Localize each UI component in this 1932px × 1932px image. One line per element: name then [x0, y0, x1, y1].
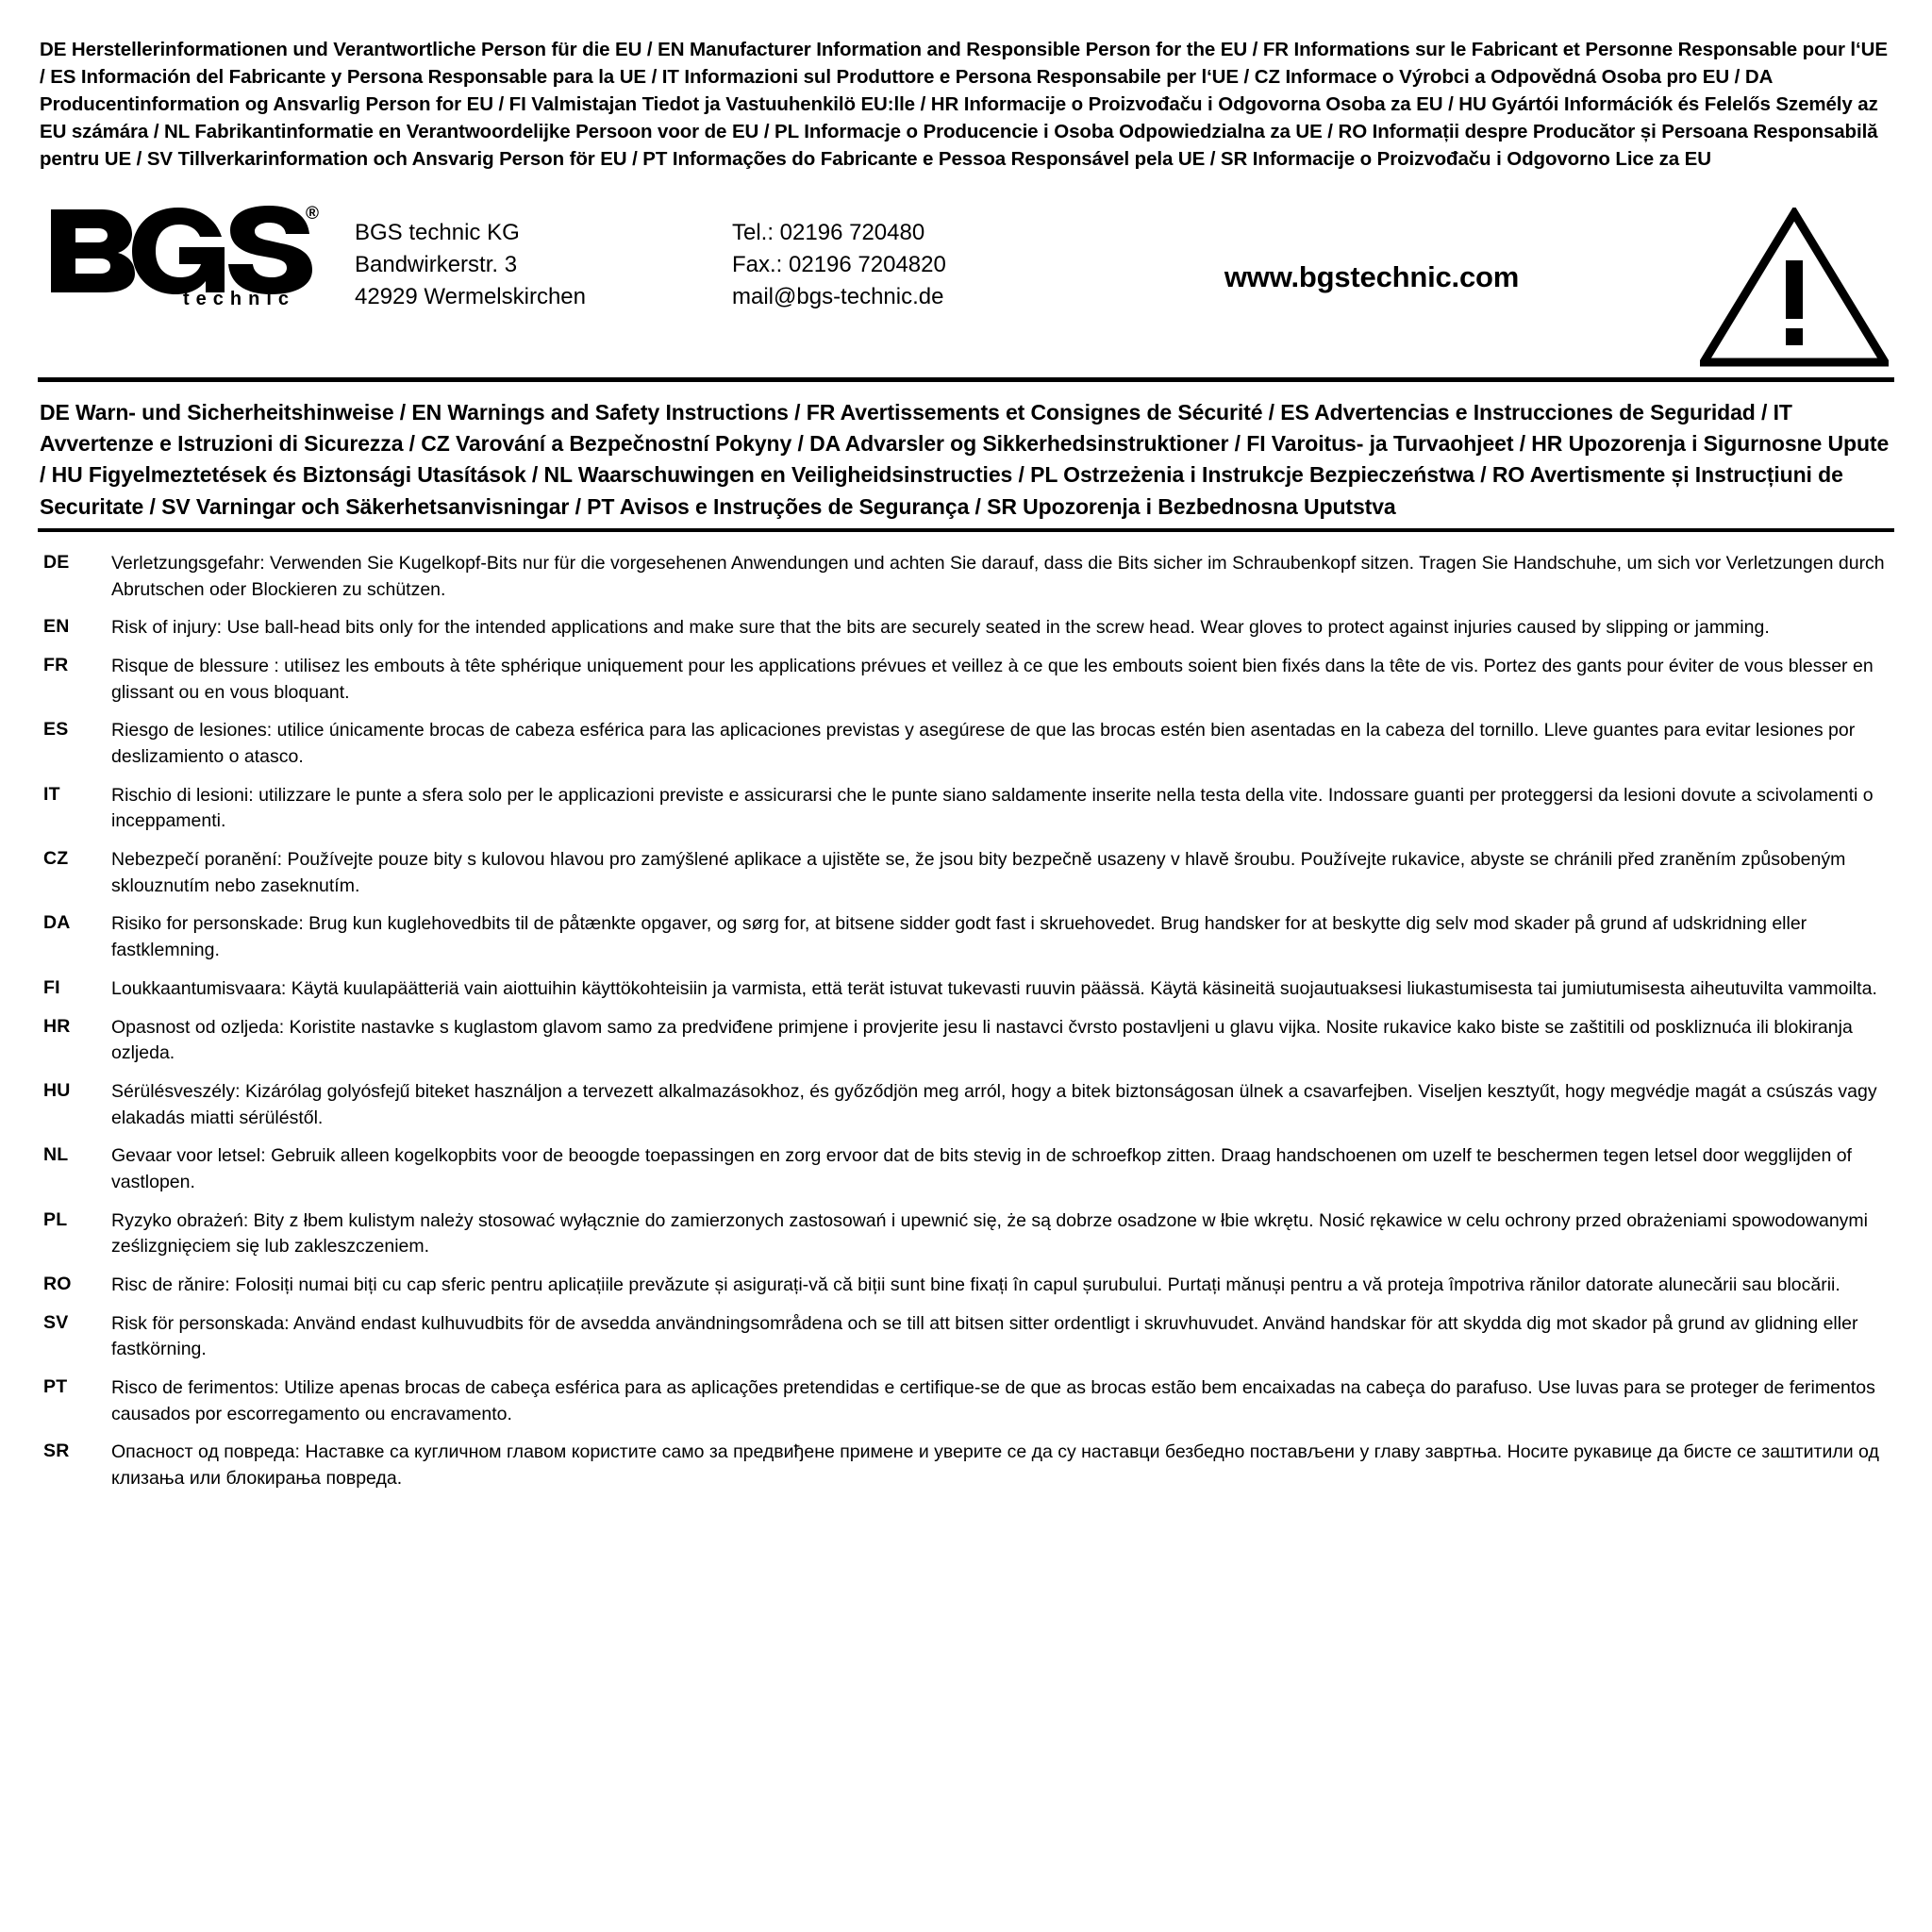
- language-code: NL: [43, 1144, 69, 1166]
- instruction-row: [43, 1440, 1890, 1491]
- company-street: Bandwirkerstr. 3: [355, 251, 518, 277]
- instruction-row: [43, 1375, 1890, 1427]
- instruction-text: Gevaar voor letsel: Gebruik alleen kogelkopbits voor de beoogde toepassingen en zorg ervoor dat de bits stevig in de schroefkop zitten. Draag handschoenen om uzelf te beschermen tegen letsel door wegglijden of vastlopen.: [111, 1145, 1852, 1192]
- instruction-text: Sérülésveszély: Kizárólag golyósfejű biteket használjon a tervezett alkalmazásokhoz, és győződjön meg arról, hogy a bitek biztonságosan ülnek a csavarfejben. Viseljen kesztyűt, hogy megvédje magát a csúszás vagy elakadás miatti sérüléstől.: [111, 1080, 1877, 1128]
- instruction-row: [43, 1143, 1890, 1195]
- logo-subtitle: technic: [183, 288, 296, 309]
- instruction-row: [43, 1273, 1890, 1299]
- instruction-text: Опасност од повреда: Наставке са кугличном главом користите само за предвиђене примене и уверите се да су наставци безбедно постављени у главу завртња. Носите рукавице да бисте се заштитили од клизања или блокирања повреда.: [111, 1441, 1879, 1490]
- instruction-text: Risc de rănire: Folosiți numai biți cu cap sferic pentru aplicațiile prevăzute și asigurați-vă că biții sunt bine fixați în capul șurubului. Purtați mănuși pentru a vă proteja împotriva rănilor datorate alunecării sau blocării.: [111, 1274, 1840, 1296]
- instruction-text: Risco de ferimentos: Utilize apenas brocas de cabeça esférica para as aplicações pretendidas e certifique-se de que as brocas estão bem encaixadas na cabeça do parafuso. Use luvas para se proteger de ferimentos causados por escorregamento ou encravamento.: [111, 1377, 1875, 1424]
- warning-triangle-icon: [1672, 196, 1894, 368]
- instruction-text: Opasnost od ozljeda: Koristite nastavke s kuglastom glavom samo za predviđene primjene i provjerite jesu li nastavci čvrsto postavljeni u glavu vijka. Nosite rukavice kako biste se zaštitili od poskliznuća ili blokiranja ozljeda.: [111, 1016, 1853, 1064]
- language-code: PT: [43, 1376, 68, 1398]
- instruction-row: [43, 1015, 1890, 1067]
- language-code: HR: [43, 1015, 71, 1037]
- language-code: DE: [43, 551, 70, 573]
- language-code: ES: [43, 719, 69, 741]
- instruction-row: [43, 911, 1890, 963]
- language-code: SV: [43, 1311, 69, 1333]
- instruction-text: Riesgo de lesiones: utilice únicamente brocas de cabeza esférica para las aplicaciones previstas y asegúrese de que las brocas estén bien asentadas en la cabeza del tornillo. Lleve guantes para evitar lesiones por deslizamiento o atasco.: [111, 720, 1856, 768]
- language-code: SR: [43, 1441, 70, 1462]
- instruction-row: [43, 654, 1890, 706]
- company-website[interactable]: www.bgstechnic.com: [1224, 259, 1520, 293]
- bgs-logo: [38, 196, 355, 310]
- language-code: DA: [43, 912, 71, 934]
- manufacturer-info-heading: DE Herstellerinformationen und Verantwortliche Person für die EU / EN Manufacturer Information and Responsible Person for the EU / FR Informations sur le Fabricant et Personne Responsable pour l‘UE / ES Información del Fabricante y Persona Responsable para la UE / IT Informazioni sul Produttore e Persona Responsabile per l‘UE / CZ Informace o Výrobci a Odpovědná Osoba pro EU / DA Producentinformation og Ansvarlig Person for EU / FI Valmistajan Tiedot ja Vastuuhenkilö EU:lle / HR Informacije o Proizvođaču i Odgovorna Osoba za EU / HU Gyártói Információk és Felelős Személy az EU számára / NL Fabrikantinformatie en Verantwoordelijke Persoon voor de EU / PL Informacje o Producencie i Osoba Odpowiedzialna za UE / RO Informații despre Producător și Persoana Responsabilă pentru UE / SV Tillverkarinformation och Ansvarig Person för EU / PT Informações do Fabricante e Pessoa Responsável pela UE / SR Informacije o Proizvođaču i Odgovorno Lice za EU: [40, 39, 1888, 171]
- company-email[interactable]: mail@bgs-technic.de: [732, 283, 944, 309]
- registered-trademark-icon: ®: [306, 203, 319, 224]
- language-code: EN: [43, 616, 70, 638]
- instruction-text: Rischio di lesioni: utilizzare le punte a sfera solo per le applicazioni previste e assicurarsi che le punte siano saldamente inserite nella testa della vite. Indossare guanti per proteggersi da lesioni dovute a scivolamenti o inceppamenti.: [111, 784, 1874, 832]
- instruction-row: [43, 1208, 1890, 1260]
- instruction-text: Verletzungsgefahr: Verwenden Sie Kugelkopf-Bits nur für die vorgesehenen Anwendungen und achten Sie darauf, dass die Bits sicher im Schraubenkopf sitzen. Tragen Sie Handschuhe, um sich vor Verletzungen durch Abrutschen oder Blockieren zu schützen.: [111, 552, 1885, 600]
- instruction-row: [43, 718, 1890, 770]
- instruction-text: Loukkaantumisvaara: Käytä kuulapäätteriä vain aiottuihin käyttökohteisiin ja varmista, että terät istuvat tukevasti ruuvin päässä. Käytä käsineitä suojautuaksesi liukastumisesta tai jumiutumisesta aiheutuvilta vammoilta.: [111, 977, 1877, 999]
- language-code: RO: [43, 1274, 72, 1295]
- language-code: FR: [43, 654, 69, 675]
- language-code: FI: [43, 976, 60, 998]
- company-name: BGS technic KG: [355, 219, 520, 245]
- bgs-logo-mark: [43, 204, 326, 294]
- language-code: IT: [43, 783, 60, 805]
- company-fax: Fax.: 02196 7204820: [732, 251, 946, 277]
- company-tel: Tel.: 02196 720480: [732, 219, 925, 245]
- instruction-text: Risk of injury: Use ball-head bits only for the intended applications and make sure that the bits are securely seated in the screw head. Wear gloves to protect against injuries caused by slipping or jamming.: [111, 617, 1770, 639]
- instruction-text: Risk för personskada: Använd endast kulhuvudbits för de avsedda användningsområdena och se till att bitsen sitter ordentligt i skruvhuvudet. Använd handskar för att skydda dig mot skador på grund av glidning eller fastkörning.: [111, 1312, 1858, 1360]
- company-contact: [732, 196, 1072, 313]
- instruction-row: [43, 783, 1890, 835]
- language-code: HU: [43, 1079, 71, 1101]
- warnings-safety-heading: DE Warn- und Sicherheitshinweise / EN Warnings and Safety Instructions / FR Avertissements et Consignes de Sécurité / ES Advertencias e Instrucciones de Seguridad / IT Avvertenze e Istruzioni di Sicurezza / CZ Varování a Bezpečnostní Pokyny / DA Advarsler og Sikkerhedsinstruktioner / FI Varoitus- ja Turvaohjeet / HR Upozorenja i Sigurnosne Upute / HU Figyelmeztetések és Biztonsági Utasítások / NL Waarschuwingen en Veiligheidsinstructies / PL Ostrzeżenia i Instrukcje Bezpieczeństwa / RO Avertismente și Instrucțiuni de Securitate / SV Varningar och Säkerhetsanvisningar / PT Avisos e Instruções de Segurança / SR Upozorenja i Bezbednosna Uputstva: [38, 382, 1894, 532]
- instruction-row: [43, 551, 1890, 603]
- instruction-row: [43, 1079, 1890, 1131]
- language-code: PL: [43, 1208, 68, 1230]
- instruction-text: Risque de blessure : utilisez les embouts à tête sphérique uniquement pour les applications prévues et veillez à ce que les embouts soient bien fixés dans la tête de vis. Portez des gants pour éviter de vous blesser en glissant ou en vous bloquant.: [111, 655, 1874, 703]
- instruction-row: [43, 847, 1890, 899]
- instructions-list: [38, 551, 1894, 1492]
- instruction-row: [43, 976, 1890, 1003]
- instruction-text: Risiko for personskade: Brug kun kuglehovedbits til de påtænkte opgaver, og sørg for, at bitsene sidder godt fast i skruehovedet. Brug handsker for at beskytte dig selv mod skader på grund af udskridning eller fastklemning.: [111, 913, 1807, 961]
- instruction-text: Ryzyko obrażeń: Bity z łbem kulistym należy stosować wyłącznie do zamierzonych zastosowań i upewnić się, że są dobrze osadzone w łbie wkrętu. Nosić rękawice w celu ochrony przed obrażeniami spowodowanymi ześlizgnięciem się lub zakleszczeniem.: [111, 1209, 1868, 1257]
- instruction-row: [43, 1311, 1890, 1363]
- instruction-row: [43, 615, 1890, 641]
- company-contact-band: [38, 191, 1894, 382]
- company-address: [355, 196, 732, 313]
- company-city: 42929 Wermelskirchen: [355, 283, 587, 309]
- language-code: CZ: [43, 848, 69, 870]
- warning-triangle-svg: [1700, 208, 1889, 368]
- instruction-text: Nebezpečí poranění: Používejte pouze bity s kulovou hlavou pro zamýšlené aplikace a ujistěte se, že jsou bity bezpečně usazeny v hlavě šroubu. Používejte rukavice, abyste se chránili před zraněním způsobeným sklouznutím nebo zaseknutím.: [111, 849, 1846, 896]
